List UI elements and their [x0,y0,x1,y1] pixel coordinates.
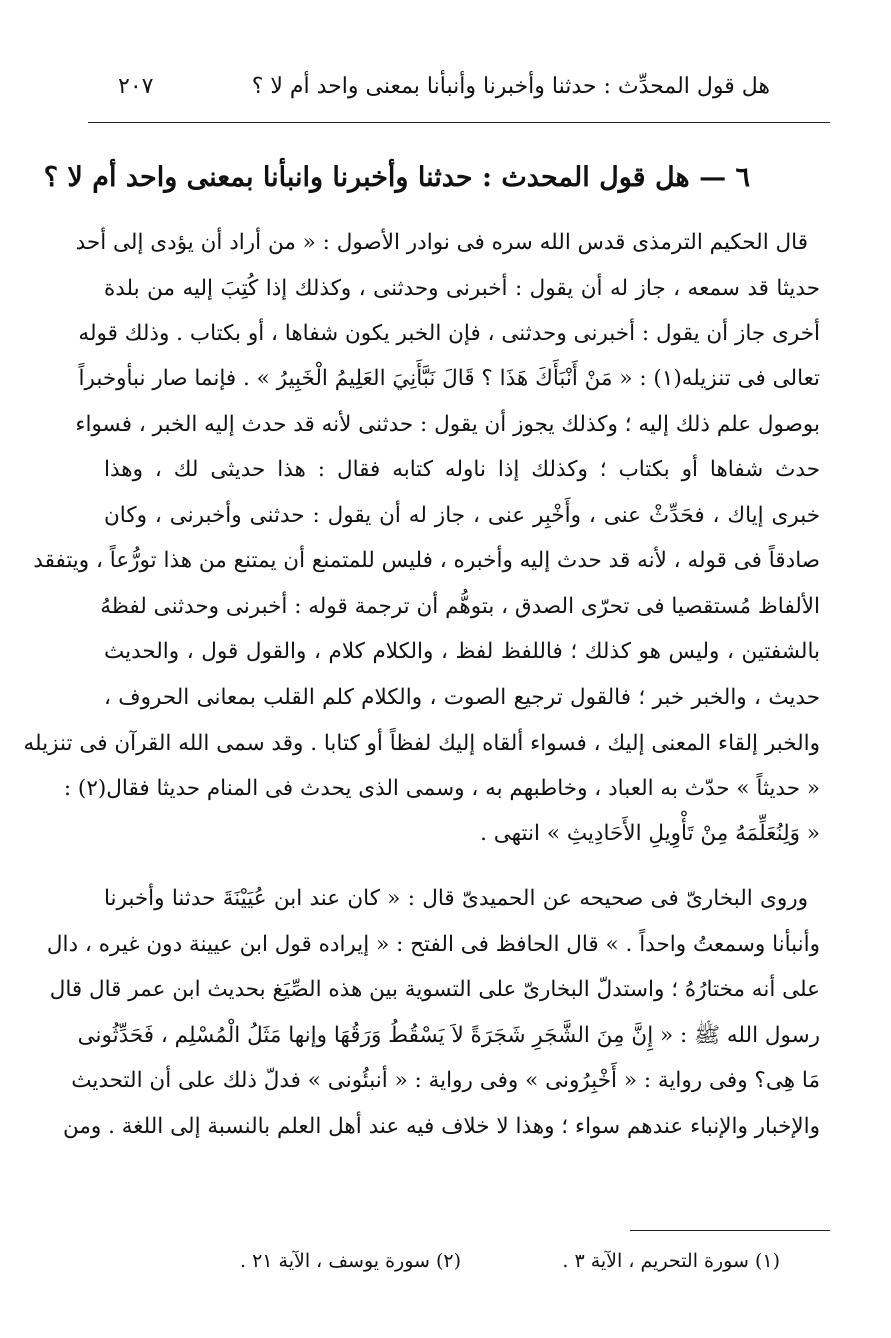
text-line: « حديثاً » حدّث به العباد ، وخاطبهم به ، وسمى الذى يحدث فى المنام حديثا فقال(٢) : [63,776,820,801]
text-line: مَا هِى؟ وفى رواية : « أَخْبِرُونى » وفى رواية : « أنبئُونى » فدلّ ذلك على أن التحديث [71,1068,820,1093]
text-line: أخرى جاز أن يقول : أخبرنى وحدثنى ، فإن الخبر يكون شفاها ، أو بكتاب . وذلك قوله [78,321,820,346]
text-line: حدث شفاها أو بكتاب ؛ وكذلك إذا ناوله كتابه فقال : هذا حديثى لك ، وهذا [104,457,820,482]
footnotes [240,1250,780,1272]
text-line: حديث ، والخبر خبر ؛ فالقول ترجيع الصوت ، والكلام كلم القلب بمعانى الحروف ، [104,685,820,710]
page-number: ٢٠٧ [118,74,154,99]
text-line: رسول الله ﷺ : « إِنَّ مِنَ الشَّجَرِ شَجَرَةً لاَ يَسْقُطُ وَرَقُهَا وإنها مَثَلُ الْمُسْلِم ، فَحَدِّثُونى [77,1023,820,1048]
running-title: هل قول المحدِّث : حدثنا وأخبرنا وأنبأنا بمعنى واحد أم لا ؟ [251,74,770,99]
text-line: والإخبار والإنباء عندهم سواء ؛ وهذا لا خلاف فيه عند أهل العلم بالنسبة إلى اللغة . ومن [62,1114,820,1139]
footnote: (٢) سورة يوسف ، الآية ٢١ . [240,1250,462,1272]
text-line: حديثا قد سمعه ، جاز له أن يقول : أخبرنى وحدثنى ، وكذلك إذا كُتِبَ إليه من بلدة [104,276,820,301]
text-line: بوصول علم ذلك إليه ؛ وكذلك يجوز أن يقول : حدثنى لأنه قد حدث إليه الخبر ، فسواء [75,412,820,437]
header-rule [88,122,830,123]
footnote-rule [630,1230,830,1231]
text-line: تعالى فى تنزيله(١) : « مَنْ أَنْبَأَكَ هَذَا ؟ قَالَ نَبَّأَنِيَ العَلِيمُ الْخَبِيرُ » . فإنما صار نبأوخبراً [78,366,820,391]
text-line: بالشفتين ، وليس هو كذلك ؛ فاللفظ لفظ ، والكلام كلام ، والقول قول ، والحديث [104,639,820,664]
page-header [118,74,770,99]
text-line: صادقاً فى قوله ، لأنه قد حدث إليه وأخبره ، فليس للمتمنع أن يمتنع من هذا تورُّعاً ، ويتفقد [33,548,820,573]
text-line: وأنبأنا وسمعتُ واحداً . » قال الحافظ فى الفتح : « إيراده قول ابن عيينة دون غيره ، دال [46,932,820,957]
text-line: على أنه مختارُهُ ؛ واستدلّ البخارىّ على التسوية بين هذه الصِّيَغ بحديث ابن عمر قال قال [49,977,820,1002]
text-line: قال الحكيم الترمذى قدس الله سره فى نوادر الأصول : « من أراد أن يؤدى إلى أحد [75,230,808,255]
text-line: الألفاظ مُستقصيا فى تحرّى الصدق ، بتوهُّم أن ترجمة قوله : أخبرنى وحدثنى لفظهُ [100,594,820,619]
chapter-title: ٦ — هل قول المحدث : حدثنا وأخبرنا وانبأنا بمعنى واحد أم لا ؟ [43,162,750,193]
footnote: (١) سورة التحريم ، الآية ٣ . [562,1250,780,1272]
text-line: وروى البخارىّ فى صحيحه عن الحميدىّ قال : « كان عند ابن عُيَيْنَةَ حدثنا وأخبرنا [104,886,808,911]
text-line: والخبر إلقاء المعنى إليك ، فسواء ألقاه إليك لفظاً أو كتابا . وقد سمى الله القرآن فى تنزيله [23,731,820,756]
text-line: خبرى إياك ، فحَدِّثْ عنى ، وأَخْبِر عنى ، جاز له أن يقول : حدثنى وأخبرنى ، وكان [104,503,820,528]
text-line: « وَلِنُعَلِّمَهُ مِنْ تَأْوِيلِ الأَحَادِيثِ » انتهى . [480,821,820,846]
